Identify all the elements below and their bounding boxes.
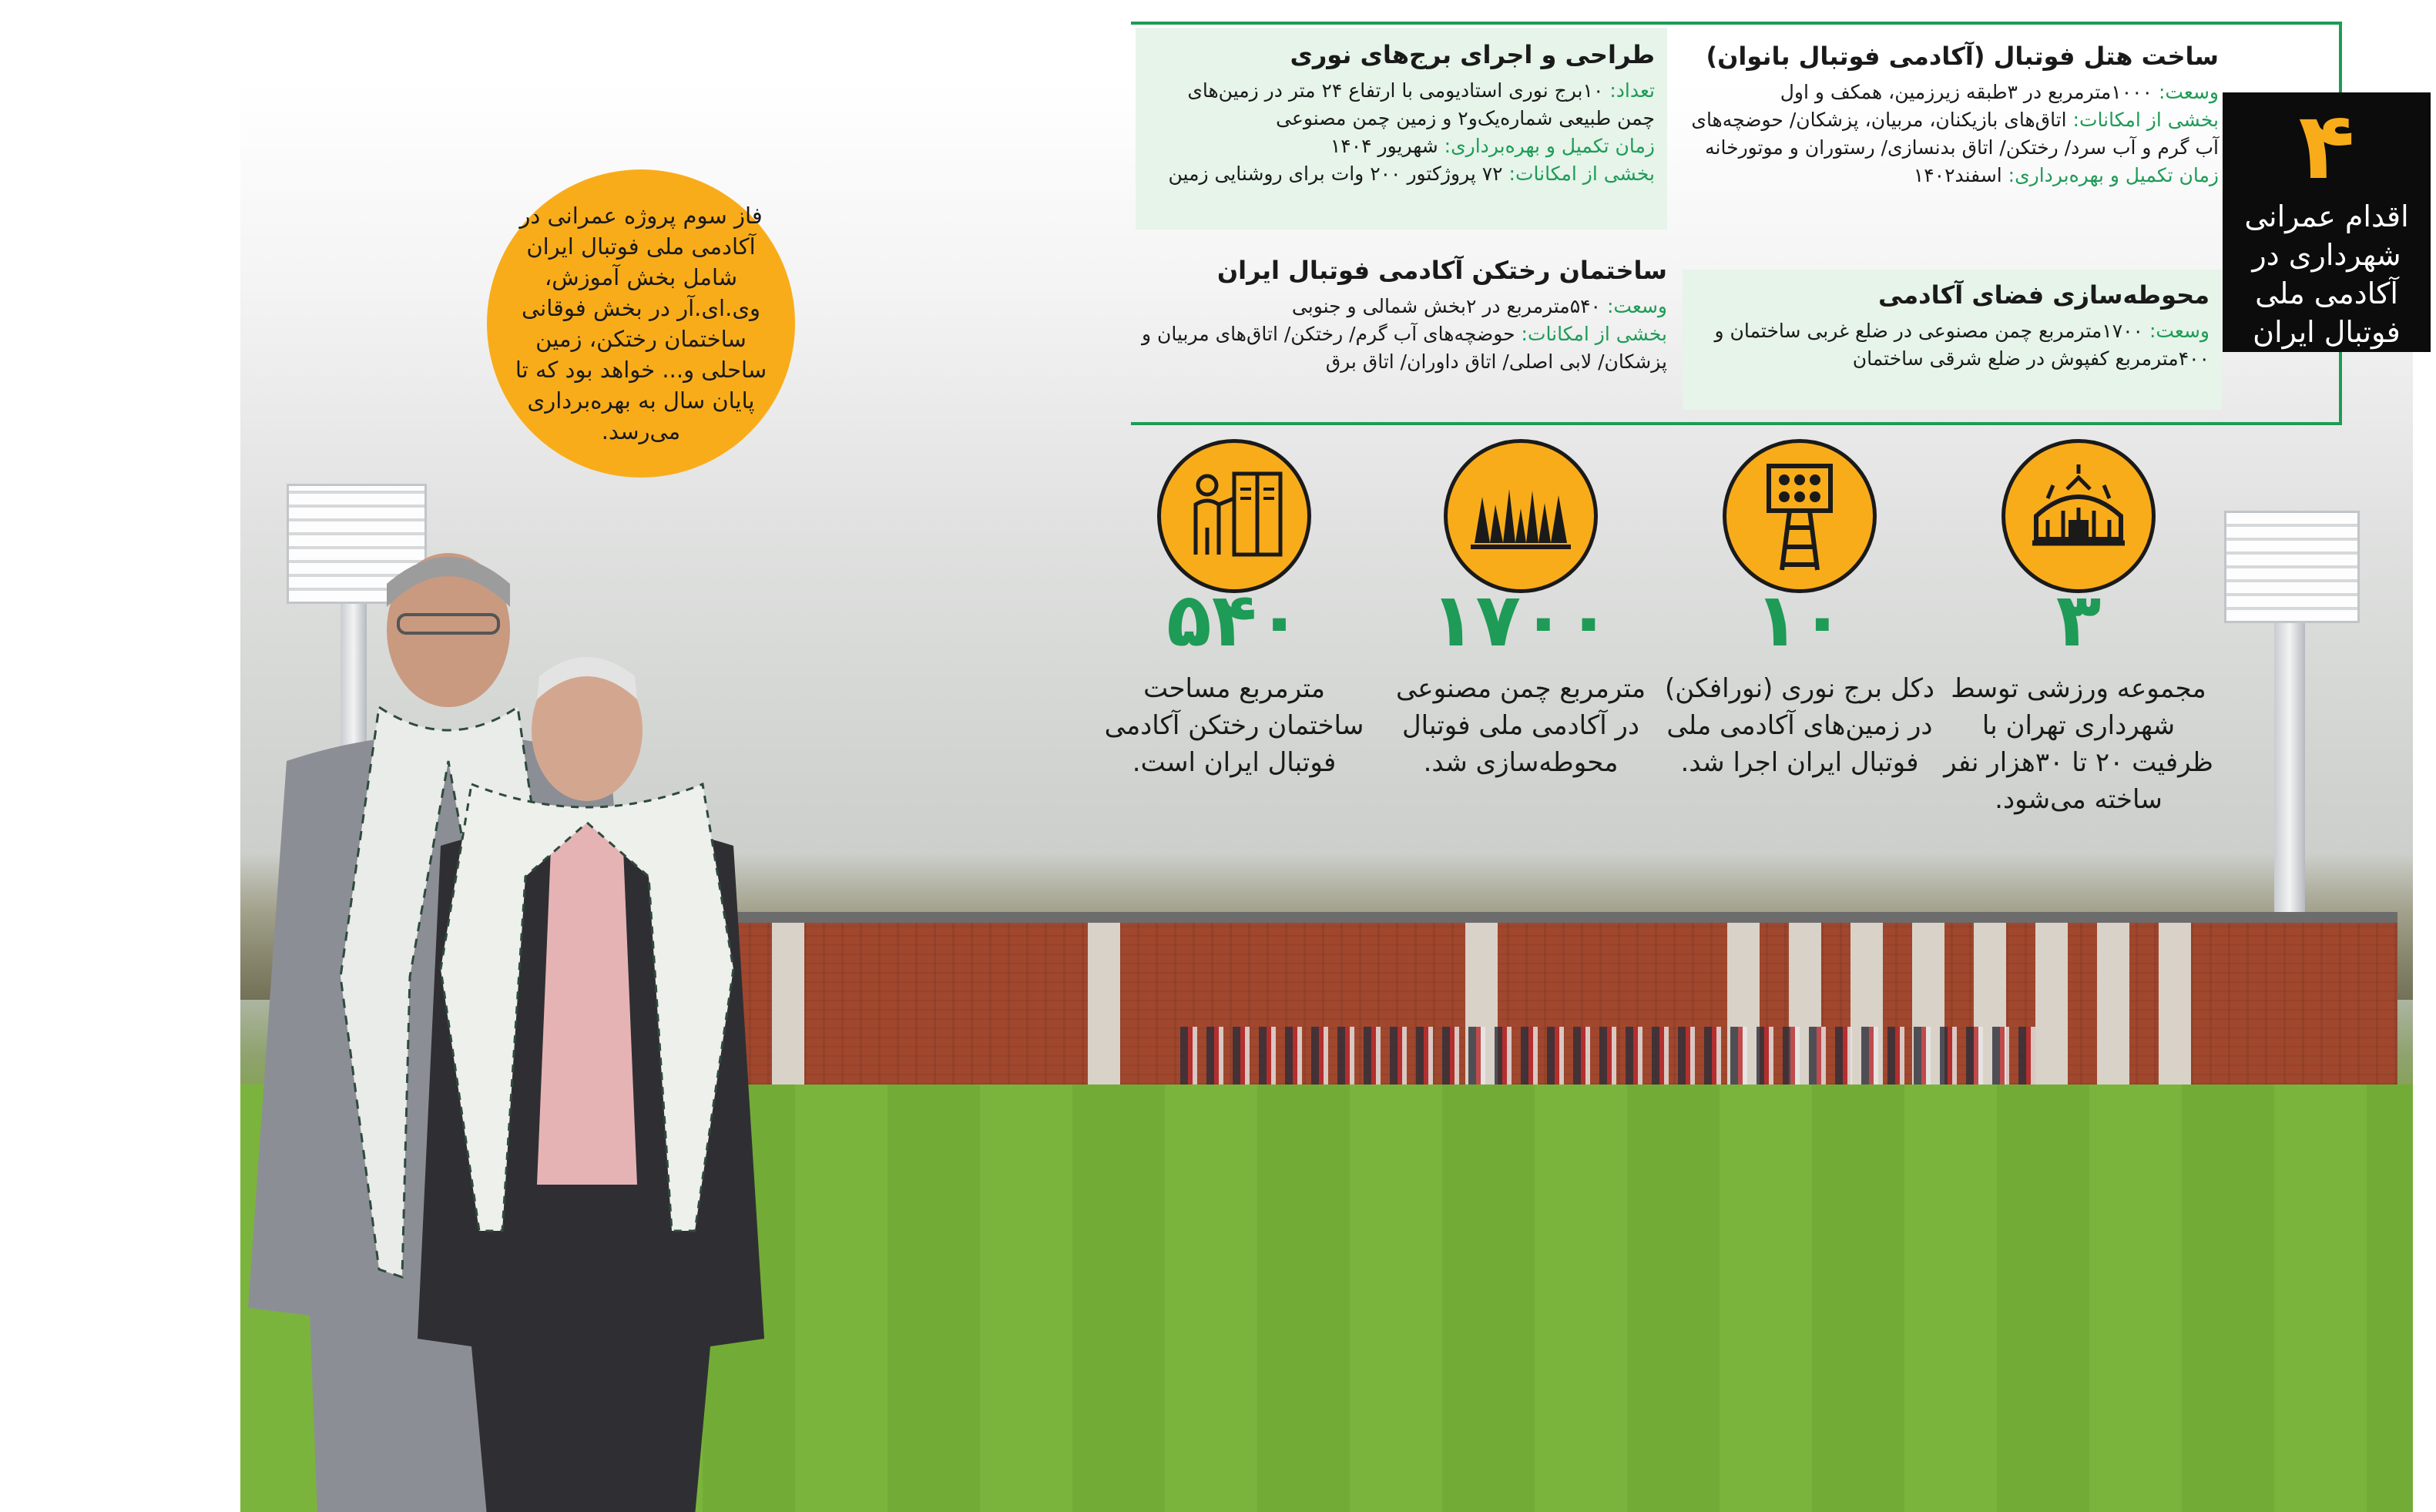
landscape-area-value: ۱۷۰۰مترمربع چمن مصنوعی در ضلع غربی ساختمان و ۴۰۰مترمربع کفپوش در ضلع شرقی ساختمان: [1714, 320, 2210, 370]
sidebar-number: ۴: [2298, 93, 2355, 200]
stat-2-number: ۱۰: [1754, 577, 1845, 663]
stat-2-text: دکل برج نوری (نورافکن) در زمین‌های آکادمی ملی فوتبال ایران اجرا شد.: [1664, 673, 1935, 778]
lockers-area-label: وسعت:: [1606, 295, 1667, 317]
lights-completion-label: زمان تکمیل و بهره‌برداری:: [1444, 135, 1655, 157]
callout-text: فاز سوم پروژه عمرانی در آکادمی ملی فوتبال ایران شامل بخش آموزش، وی.ای.آر در بخش فوقانی ساختمان رختکن، زمین ساحلی و... خواهد بود که تا پایان سال به بهره‌برداری می‌رسد.: [515, 203, 767, 444]
lights-facilities-value: ۷۲ پروژکتور ۲۰۰ وات برای روشنایی زمین: [1168, 163, 1509, 185]
grass-icon: [1444, 439, 1598, 593]
panel-hotel: [1687, 39, 2219, 239]
stat-1-number: ۳: [2055, 577, 2102, 663]
sidebar-title-box: [2223, 92, 2431, 352]
sidebar-line-4: فوتبال ایران: [2253, 315, 2401, 349]
panel-lights-title: طراحی و اجرای برج‌های نوری: [1290, 40, 1655, 69]
lockers-facilities-value: حوضچه‌های آب گرم/ رختکن/ اتاق‌های مربیان و پزشکان/ لابی اصلی/ اتاق داوران/ اتاق برق: [1141, 323, 1667, 373]
lights-completion-value: شهریور ۱۴۰۴: [1330, 135, 1444, 157]
stat-3-number: ۱۷۰۰: [1430, 577, 1612, 663]
person-right: [333, 645, 764, 1512]
floodlight-icon: [1723, 439, 1877, 593]
sidebar-line-3: آکادمی ملی: [2255, 277, 2398, 310]
panel-lockers: [1136, 253, 1667, 407]
sidebar-line-2: شهرداری در: [2252, 238, 2401, 272]
hotel-completion-label: زمان تکمیل و بهره‌برداری:: [2008, 164, 2219, 186]
landscape-area-label: وسعت:: [2149, 320, 2210, 342]
lights-count-value: ۱۰برج نوری استادیومی با ارتفاع ۲۴ متر در زمین‌های چمن طبیعی شماره‌یک‌و۲ و زمین چمن مصنوعی: [1187, 79, 1655, 129]
panel-landscape-title: محوطه‌سازی فضای آکادمی: [1877, 280, 2210, 310]
lockers-area-value: ۵۴۰مترمربع در ۲بخش شمالی و جنوبی: [1291, 295, 1607, 317]
lights-facilities-label: بخشی از امکانات:: [1508, 163, 1655, 185]
frame-top-line: [1131, 22, 2342, 25]
panel-lights: [1136, 28, 1667, 230]
frame-bottom-line: [1131, 422, 2342, 425]
panel-hotel-title: ساخت هتل فوتبال (آکادمی فوتبال بانوان): [1706, 42, 2219, 71]
stat-1-text: مجموعه ورزشی توسط شهرداری تهران با ظرفیت ۲۰ تا ۳۰هزار نفر ساخته می‌شود.: [1944, 673, 2213, 815]
sidebar-line-1: اقدام عمرانی: [2244, 199, 2409, 233]
callout-circle: [487, 169, 795, 478]
locker-room-icon: [1157, 439, 1311, 593]
hotel-completion-value: اسفند۱۴۰۲: [1913, 164, 2008, 186]
stat-4-text: مترمربع مساحت ساختمان رختکن آکادمی فوتبال ایران است.: [1104, 673, 1364, 778]
hotel-area-value: ۱۰۰۰مترمربع در ۳طبقه زیرزمین، همکف و اول: [1780, 81, 2159, 103]
hotel-facilities-label: بخشی از امکانات:: [2072, 109, 2219, 131]
hotel-facilities-value: اتاق‌های بازیکنان، مربیان، پزشکان/ حوضچه‌های آب گرم و آب سرد/ رختکن/ اتاق بدنسازی/ رستوران و موتورخانه: [1691, 109, 2219, 159]
stat-4-number: ۵۴۰: [1166, 577, 1302, 663]
stadium-icon: [2001, 439, 2156, 593]
panel-lockers-title: ساختمان رختکن آکادمی فوتبال ایران: [1216, 256, 1667, 285]
lockers-facilities-label: بخشی از امکانات:: [1521, 323, 1667, 345]
hotel-area-label: وسعت:: [2158, 81, 2219, 103]
panel-landscape: [1683, 270, 2222, 410]
right-floodlight: [2224, 511, 2360, 623]
lights-count-label: تعداد:: [1609, 79, 1655, 102]
stat-3-text: مترمربع چمن مصنوعی در آکادمی ملی فوتبال محوطه‌سازی شد.: [1395, 673, 1646, 778]
